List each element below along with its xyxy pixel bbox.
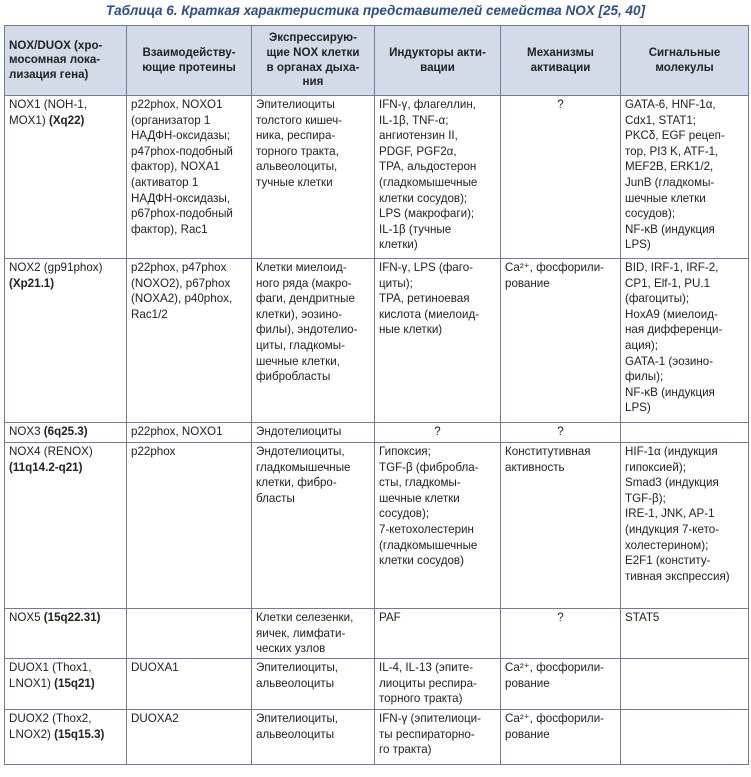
header-inducers: Индукторы акти- вации: [375, 26, 501, 96]
cell-signals: BID, IRF-1, IRF-2, CP1, Elf-1, PU.1 (фагоциты); HoxA9 (миелоид- ная дифференци- ация); GATA-1 (эозино- филы); NF-κB (индукция LPS): [621, 259, 749, 423]
cell-nox: NOX1 (NOH-1, MOX1) (Xq22): [5, 96, 127, 259]
cell-proteins: p22phox: [127, 443, 252, 609]
cell-signals: [621, 659, 749, 710]
cell-nox: DUOX2 (Thox2, LNOX2) (15q15.3): [5, 710, 127, 765]
cell-mechanism: ?: [501, 423, 621, 443]
nox-family-table: [4, 25, 749, 765]
cell-proteins: DUOXA1: [127, 659, 252, 710]
cell-nox: DUOX1 (Thox1, LNOX1) (15q21): [5, 659, 127, 710]
cell-nox: NOX4 (RENOX) (11q14.2-q21): [5, 443, 127, 609]
gene-locus: (Xq22): [48, 113, 85, 127]
table-row: [5, 259, 749, 423]
cell-inducers: ?: [375, 423, 501, 443]
cell-signals: [621, 710, 749, 765]
header-nox-duox: NOX/DUOX (хро- мосомная лока- лизация гена): [5, 26, 127, 96]
cell-inducers: IL-4, IL-13 (эпите- лиоциты респира- торного тракта): [375, 659, 501, 710]
cell-signals: GATA-6, HNF-1α, Cdx1, STAT1; PKCδ, EGF рецеп- тор, PI3 K, ATF-1, MEF2B, ERK1/2, JunB (гладкомы- шечные клетки сосудов); NF-κB (индукция LPS): [621, 96, 749, 259]
cell-mechanism: Конститутивная активность: [501, 443, 621, 609]
cell-inducers: IFN-γ, флагеллин, IL-1β, TNF-α; ангиотензин II, PDGF, PGF2α, TPA, альдостерон (гладкомышечные клетки сосудов); LPS (макрофаги); IL-1β (тучные клетки): [375, 96, 501, 259]
cell-nox: NOX3 (6q25.3): [5, 423, 127, 443]
header-signals: Сигнальные молекулы: [621, 26, 749, 96]
cell-nox: NOX2 (gp91phox) (Xp21.1): [5, 259, 127, 423]
cell-proteins: p22phox, NOXO1: [127, 423, 252, 443]
cell-signals: [621, 423, 749, 443]
cell-cells: Эндотелиоциты, гладкомышечные клетки, фибро- бласты: [252, 443, 375, 609]
table-row: [5, 609, 749, 659]
table-row: [5, 443, 749, 609]
cell-proteins: p22phox, p47phox (NOXO2), p67phox (NOXA2), p40phox, Rac1/2: [127, 259, 252, 423]
cell-signals: STAT5: [621, 609, 749, 659]
cell-cells: Эпителиоциты толстого кишеч- ника, респира- торного тракта, альвеолоциты, тучные клетки: [252, 96, 375, 259]
cell-proteins: [127, 609, 252, 659]
cell-inducers: IFN-γ, LPS (фаго- циты); TPA, ретиноевая кислота (миелоид- ные клетки): [375, 259, 501, 423]
gene-locus: (15q21): [54, 676, 95, 690]
cell-cells: Эндотелиоциты: [252, 423, 375, 443]
header-mechanism: Механизмы активации: [501, 26, 621, 96]
gene-locus: (11q14.2-q21): [9, 460, 83, 474]
cell-mechanism: Ca²⁺, фосфорили- рование: [501, 259, 621, 423]
header-cells: Экспрессирую- щие NOX клетки в органах дыха- ния: [252, 26, 375, 96]
cell-mechanism: ?: [501, 609, 621, 659]
table-caption: Таблица 6. Краткая характеристика представителей семейства NOX [25, 40]: [105, 3, 646, 18]
cell-proteins: p22phox, NOXO1 (организатор 1 НАДФН-оксидазы; p47phox-подобный фактор), NOXA1 (активатор 1 НАДФН-оксидазы, p67phox-подобный фактор), Rac1: [127, 96, 252, 259]
cell-cells: Клетки селезенки, яичек, лимфати- ческих узлов: [252, 609, 375, 659]
cell-mechanism: Ca²⁺, фосфорили- рование: [501, 659, 621, 710]
header-proteins: Взаимодейству- ющие протеины: [127, 26, 252, 96]
gene-locus: (Xp21.1): [9, 276, 55, 290]
cell-inducers: Гипоксия; TGF-β (фибробла- сты, гладкомы- шечные клетки сосудов); 7-кетохолестерин (гладкомышечные клетки сосудов): [375, 443, 501, 609]
table-row: [5, 96, 749, 259]
cell-inducers: IFN-γ (эпителиоци- ты респираторно- го тракта): [375, 710, 501, 765]
table-row: [5, 659, 749, 710]
cell-nox: NOX5 (15q22.31): [5, 609, 127, 659]
cell-cells: Эпителиоциты, альвеолоциты: [252, 659, 375, 710]
cell-signals: HIF-1α (индукция гипоксией); Smad3 (индукция TGF-β); IRE-1, JNK, AP-1 (индукция 7-кето- холестерином); E2F1 (конститу- тивная экспрессия): [621, 443, 749, 609]
cell-cells: Эпителиоциты, альвеолоциты: [252, 710, 375, 765]
gene-locus: (15q15.3): [54, 727, 105, 741]
cell-cells: Клетки миелоид- ного ряда (макро- фаги, дендритные клетки), эозино- филы), эндотелио- циты, гладкомы- шечные клетки, фибробласты: [252, 259, 375, 423]
table-row: [5, 710, 749, 765]
table-row: [5, 423, 749, 443]
cell-mechanism: ?: [501, 96, 621, 259]
gene-locus: (15q22.31): [43, 611, 101, 624]
cell-inducers: PAF: [375, 609, 501, 659]
gene-locus: (6q25.3): [43, 425, 88, 438]
cell-proteins: DUOXA2: [127, 710, 252, 765]
cell-mechanism: Ca²⁺, фосфорили- рование: [501, 710, 621, 765]
